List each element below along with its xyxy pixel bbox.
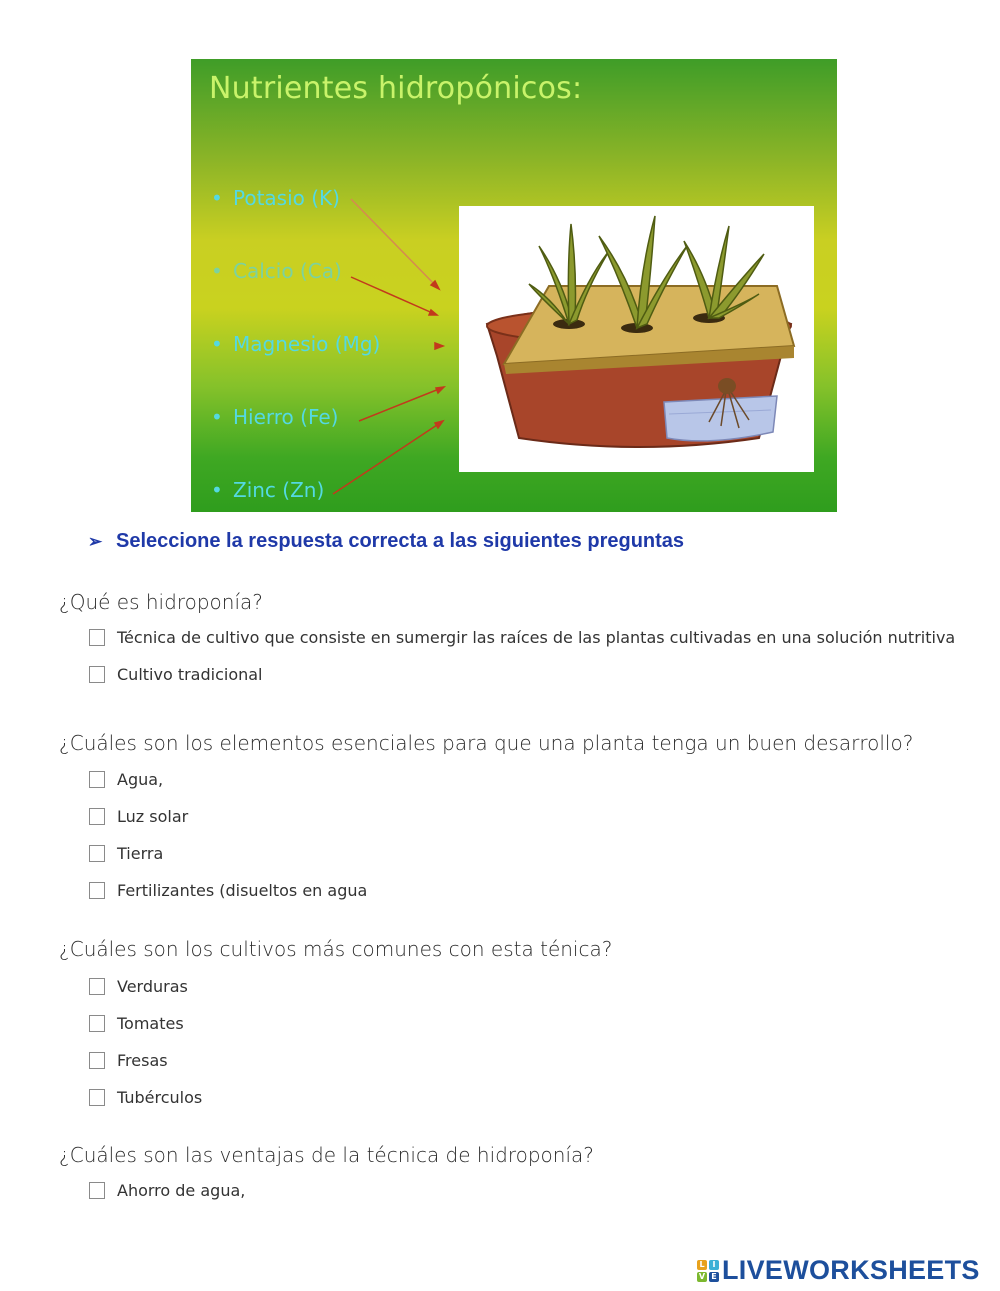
checkbox[interactable] xyxy=(89,1015,105,1032)
checkbox[interactable] xyxy=(89,1089,105,1106)
question-2: ¿Cuáles son los elementos esenciales para que una planta tenga un buen desarrollo? xyxy=(59,731,914,755)
liveworksheets-logo xyxy=(697,1255,980,1286)
option-q3-4[interactable]: Tubérculos xyxy=(89,1088,202,1107)
checkbox[interactable] xyxy=(89,882,105,899)
nutrient-item: • Potasio (K) xyxy=(211,186,340,210)
option-q2-2[interactable]: Luz solar xyxy=(89,807,188,826)
option-q4-1[interactable]: Ahorro de agua, xyxy=(89,1181,245,1200)
checkbox[interactable] xyxy=(89,808,105,825)
question-1: ¿Qué es hidroponía? xyxy=(59,590,263,614)
checkbox[interactable] xyxy=(89,845,105,862)
option-q3-1[interactable]: Verduras xyxy=(89,977,188,996)
nutrient-item: • Zinc (Zn) xyxy=(211,478,325,502)
option-q2-4[interactable]: Fertilizantes (disueltos en agua xyxy=(89,881,367,900)
instruction-heading: ➢ Seleccione la respuesta correcta a las siguientes preguntas xyxy=(88,530,685,552)
nutrient-item: • Calcio (Ca) xyxy=(211,259,342,283)
checkbox[interactable] xyxy=(89,1052,105,1069)
question-4: ¿Cuáles son las ventajas de la técnica de hidroponía? xyxy=(59,1143,594,1167)
question-3: ¿Cuáles son los cultivos más comunes con esta ténica? xyxy=(59,937,613,961)
logo-blocks-icon: L I V E xyxy=(697,1260,719,1282)
checkbox[interactable] xyxy=(89,978,105,995)
nutrient-item: • Hierro (Fe) xyxy=(211,405,339,429)
logo-text: LIVEWORKSHEETS xyxy=(722,1255,980,1285)
option-q3-2[interactable]: Tomates xyxy=(89,1014,184,1033)
checkbox[interactable] xyxy=(89,1182,105,1199)
nutrient-item: • Magnesio (Mg) xyxy=(211,332,381,356)
option-q1-1[interactable]: Técnica de cultivo que consiste en sumergir las raíces de las plantas cultivadas en una solución nutritiva xyxy=(89,628,955,647)
checkbox[interactable] xyxy=(89,771,105,788)
hydroponic-nutrients-image xyxy=(191,59,837,512)
option-q1-2[interactable]: Cultivo tradicional xyxy=(89,665,263,684)
option-q2-1[interactable]: Agua, xyxy=(89,770,163,789)
checkbox[interactable] xyxy=(89,629,105,646)
slide-title: Nutrientes hidropónicos: xyxy=(209,71,583,106)
arrows-overlay xyxy=(191,59,837,512)
arrow-bullet-icon: ➢ xyxy=(88,532,103,551)
option-q3-3[interactable]: Fresas xyxy=(89,1051,168,1070)
checkbox[interactable] xyxy=(89,666,105,683)
option-q2-3[interactable]: Tierra xyxy=(89,844,163,863)
